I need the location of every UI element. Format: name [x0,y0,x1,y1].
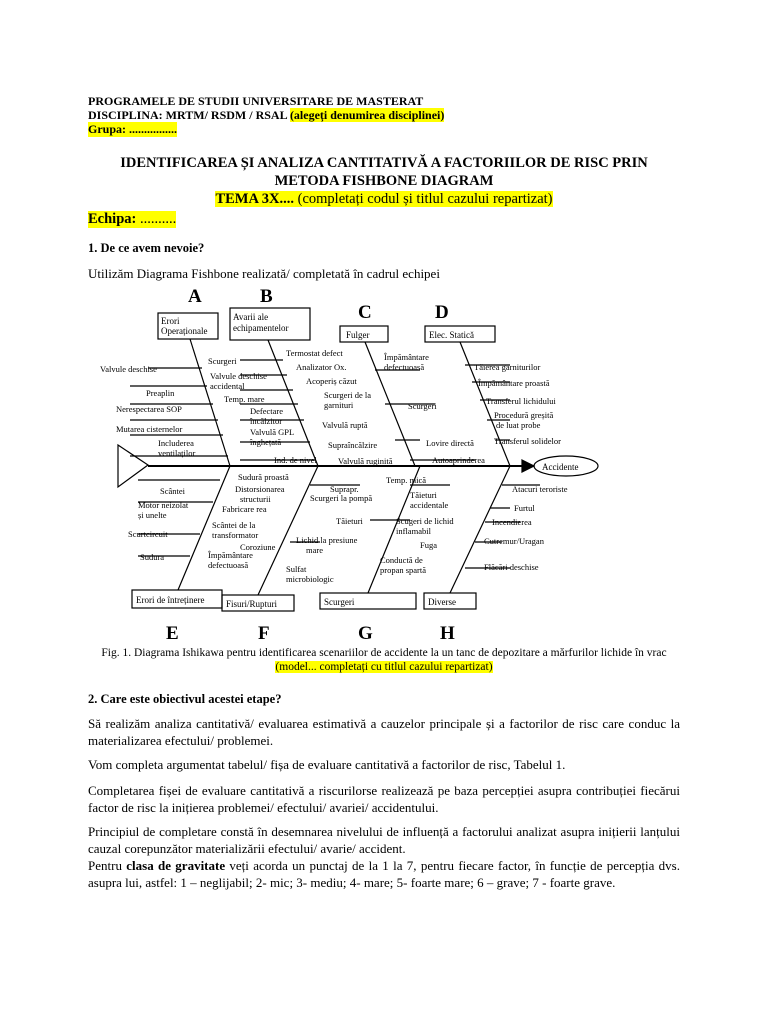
header-group [88,122,177,137]
cause-label: Lichid la presiune mare [296,535,358,555]
box-A-label: Erori Operaționale [161,316,208,336]
box-B-label: Avarii ale echipamentelor [233,312,289,333]
section2-paragraph-4: Principiul de completare constă în desemnarea nivelului de influență a factorului analizat asupra inițierii lanțului cauzal corepunzător materializării efectului/ avarie/ accident. [88,824,680,856]
tema-code: TEMA 3X.... [215,191,298,207]
cause-label: Flăcări deschise [484,562,539,572]
section1-text: Utilizăm Diagrama Fishbone realizată/ completată în cadrul echipei [88,266,440,281]
cause-label: Valvulă GPL înghețată [250,427,295,447]
cause-label: Scurgeri [208,356,237,366]
cause-label: Fabricare rea [222,504,267,514]
group-value: ................ [126,122,178,136]
box-H-label: Diverse [428,597,456,607]
cause-label: Fuga [420,540,437,550]
letter-D: D [435,302,449,323]
letter-C: C [358,302,372,323]
cause-label: Scurgeri la pompă [310,493,373,503]
cause-label: Scântei [160,486,186,496]
cause-label: Conductă de propan spartă [380,555,427,575]
cause-label: Sudura [140,552,165,562]
cause-label: Coroziune [240,542,276,552]
cause-label: Împământare defectuoasă [208,550,253,570]
cause-label: Cutremur/Uragan [484,536,544,546]
cause-label: Temp. mică [386,475,427,485]
figure-caption-note: (model... completați cu titlul cazului repartizat) [275,661,493,673]
figure-caption [88,646,680,674]
cause-label: Sudură proastă [238,472,289,482]
cause-label: Acoperiș căzut [306,376,357,386]
cause-label: Împământare proastă [478,378,550,388]
header-line1: PROGRAMELE DE STUDII UNIVERSITARE DE MASTERAT [88,94,424,108]
cause-label: Valvulă ruginită [338,456,393,466]
cause-label: Lovire directă [426,438,474,448]
tema-note: (completați codul și titlul cazului repartizat) [297,191,553,207]
cause-label: Temp. mare [224,394,265,404]
cause-label: Ind. de nivel [274,455,317,465]
p5-bold: clasa de gravitate [126,858,226,873]
header-line2 [88,108,444,123]
letter-A: A [188,286,202,307]
box-F-label: Fisuri/Rupturi [226,599,278,609]
cause-label: Termostat defect [286,348,343,358]
section2-paragraph-5 [88,857,680,891]
section2-paragraph-3: Completarea fișei de evaluare cantitativă a riscurilorse realizează pe baza percepției asupra contribuției fiecărui factor de risc la inițierea problemei/ efectului/ avariei/ accidentului. [88,783,680,815]
echipa-line [88,211,176,228]
cause-label: Scurgeri [408,401,437,411]
section2-paragraph-1: Să realizăm analiza cantitativă/ evaluarea estimativă a cauzelor principale și a factorilor de risc care conduc la materializarea efectului/ problemei. [88,716,680,748]
box-D-label: Elec. Statică [429,330,474,340]
cause-label: Valvule deschise accidental [210,371,267,391]
cause-label: Scurtcircuit [128,529,168,539]
box-G-label: Scurgeri [324,597,355,607]
fishbone-diagram [90,280,610,642]
cause-label: Analizator Ox. [296,362,347,372]
spine-arrow [522,460,534,472]
p5-rest: veți acorda un punctaj de la 1 la 7, pentru fiecare factor, în funcție de percepția dvs. asupra lui, astfel: 1 – neglijabil; 2- mic; 3- mediu; 4- mare; 5- foarte mare; 6 – grave; 7 - foarte grave. [88,858,680,890]
cause-label: Atacuri teroriste [512,484,568,494]
letter-H: H [440,623,455,642]
cause-label: Mutarea cisternelor [116,424,183,434]
title-line1: IDENTIFICAREA ȘI ANALIZA CANTITATIVĂ A FACTORIILOR DE RISC PRIN [120,155,648,171]
letter-G: G [358,623,373,642]
cause-label: Scântei de la transformator [212,520,259,540]
cause-label: Transferul lichidului [486,396,556,406]
cause-label: Incendierea [492,517,532,527]
cause-label: Valvulă ruptă [322,420,368,430]
cause-label: Valvule deschise [100,364,157,374]
cause-label: Scugeri de lichid inflamabil [396,516,454,536]
cause-label: Transferul solidelor [494,436,561,446]
figure-caption-text: Fig. 1. Diagrama Ishikawa pentru identificarea scenariilor de accidente la un tanc de depozitare a mărfurilor lichide în vrac [101,647,667,659]
cause-label: Supraîncălzire [328,440,378,450]
box-C-label: Fulger [346,330,370,340]
cause-label: Defectare încălzitor [250,406,284,426]
tema-line [88,191,680,208]
group-label: Grupa: [88,122,127,136]
cause-label: Distorsionarea structurii [235,484,285,504]
letter-B: B [260,286,273,307]
head-label: Accidente [542,462,579,472]
echipa-value: .......... [136,211,177,227]
cause-label: Tăierea garniturilor [474,362,541,372]
cause-label: Sulfat microbiologic [286,564,334,584]
cause-label: Furtul [514,503,535,513]
cause-label: Scurgeri de la garnituri [324,390,372,410]
cause-label: Tăieturi [336,516,363,526]
cause-label: Preaplin [146,388,175,398]
p5-prefix: Pentru [88,858,127,873]
cause-label: Suprapr. [330,484,359,494]
cause-label: Includerea ventilaților [158,438,196,458]
cause-label: Motor neizolat și unelte [138,500,189,520]
section2-paragraph-2: Vom completa argumentat tabelul/ fișa de evaluare cantitativă a factorilor de risc, Tabelul 1. [88,757,566,772]
cause-label: Împământare defectuoasă [384,352,429,372]
letter-E: E [166,623,179,642]
header-discipline: DISCIPLINA: MRTM/ RSDM / RSAL [88,108,290,122]
cause-label: Procedură greșită de luat probe [494,410,554,430]
section2-heading: 2. Care este obiectivul acestei etape? [88,692,282,706]
box-E-label: Erori de întreținere [136,595,205,605]
echipa-label: Echipa: [88,211,137,227]
title-line2: METODA FISHBONE DIAGRAM [274,173,494,189]
cause-label: Autoaprinderea [432,455,485,465]
section1-heading: 1. De ce avem nevoie? [88,241,205,255]
fish-tail [118,445,148,487]
cause-label: Tăieturi accidentale [410,490,449,510]
header-discipline-note: (alegeți denumirea disciplinei) [289,108,445,122]
letter-F: F [258,623,270,642]
cause-label: Nerespectarea SOP [116,404,182,414]
